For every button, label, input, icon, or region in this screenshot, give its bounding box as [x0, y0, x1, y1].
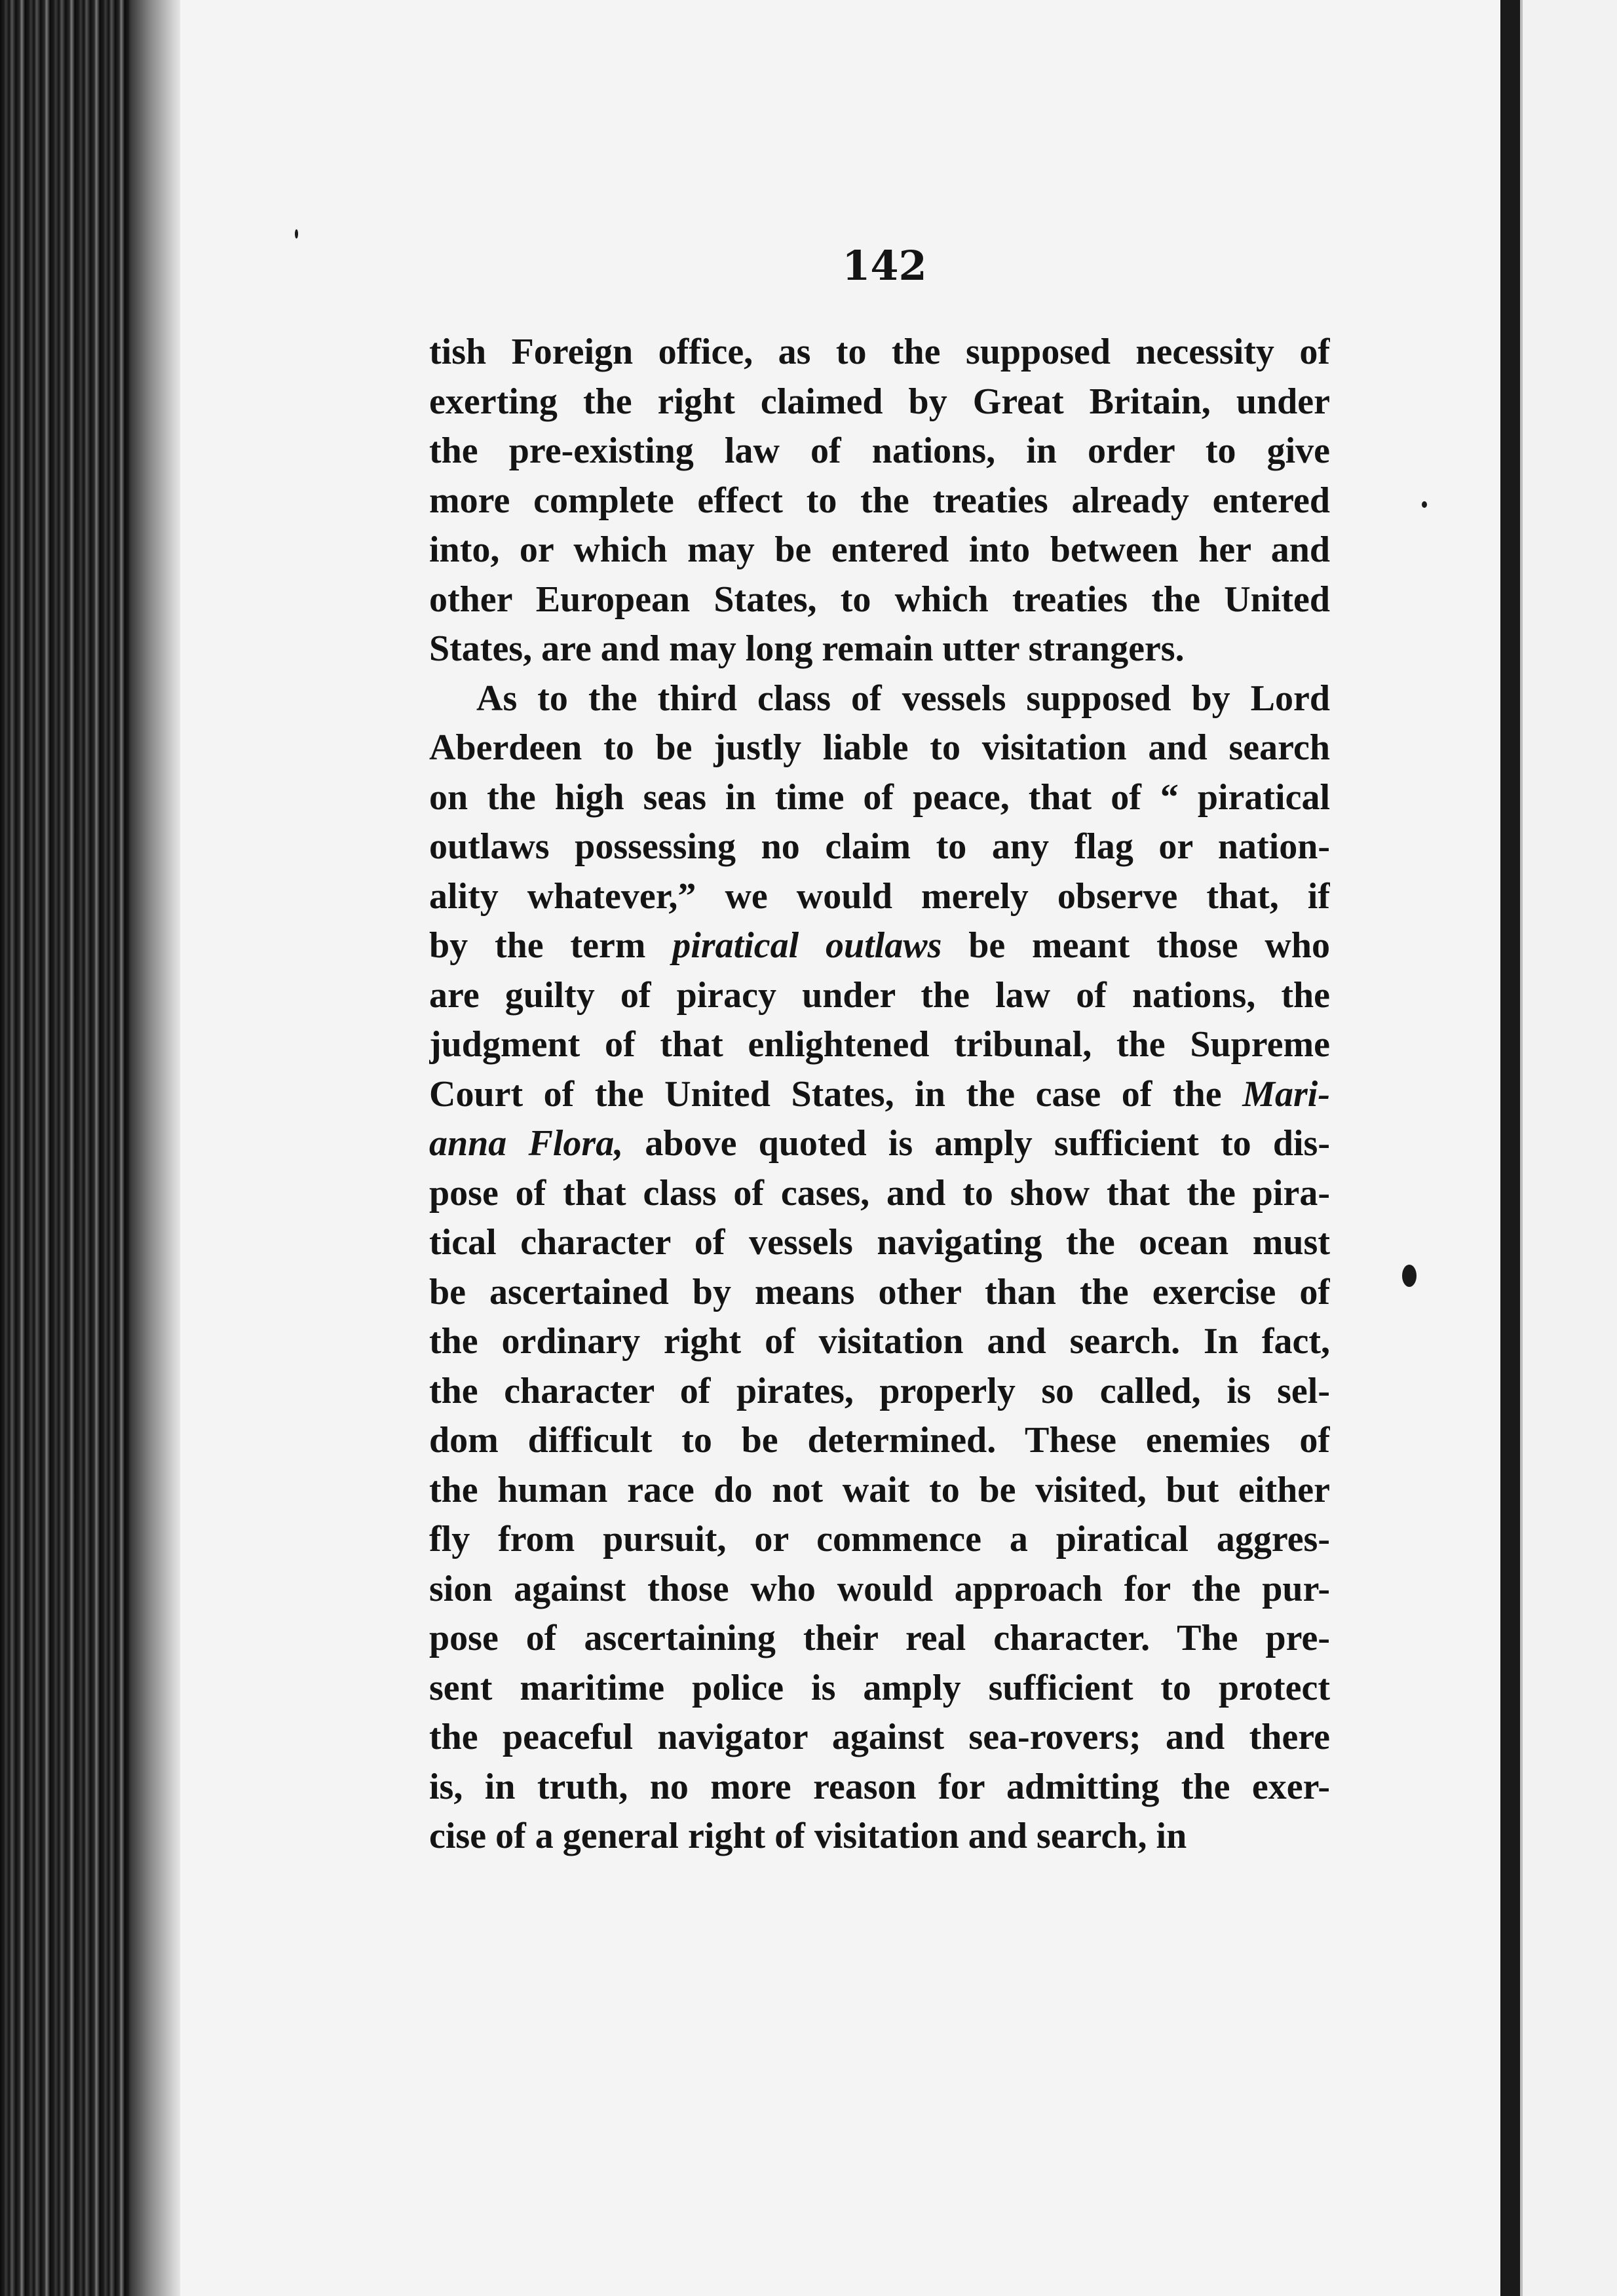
- text-line: the peaceful navigator against sea-rovers; and there: [429, 1717, 1330, 1757]
- text-line: on the high seas in time of peace, that of “ piratical: [429, 776, 1330, 818]
- text-line: sent maritime police is amply sufficient to protect: [429, 1667, 1330, 1708]
- text-line: fly from pursuit, or commence a piratical aggres-: [429, 1519, 1330, 1559]
- text-line: be ascertained by means other than the exercise of: [429, 1271, 1330, 1312]
- text-line: the ordinary right of visitation and search. In fact,: [429, 1321, 1330, 1362]
- text-line: pose of ascertaining their real character. The pre-: [429, 1618, 1330, 1658]
- text-line: the pre-existing law of nations, in order to give: [429, 430, 1330, 471]
- text-line: judgment of that enlightened tribunal, the Supreme: [429, 1024, 1330, 1065]
- text-line: by the term piratical outlaws be meant those who: [429, 925, 1330, 966]
- text-line: tish Foreign office, as to the supposed necessity of: [429, 332, 1330, 372]
- text-line: is, in truth, no more reason for admitting the exer-: [429, 1766, 1330, 1807]
- text-line: anna Flora, above quoted is amply sufficient to dis-: [429, 1123, 1330, 1164]
- facing-page: [1520, 0, 1617, 2296]
- text-line: exerting the right claimed by Great Britain, under: [429, 381, 1330, 422]
- text-line: Aberdeen to be justly liable to visitation and search: [429, 727, 1330, 768]
- page-gutter-shadow: [131, 0, 180, 2296]
- text-line: ality whatever,” we would merely observe that, if: [429, 875, 1330, 917]
- page-number: 142: [842, 242, 927, 290]
- text-line: Court of the United States, in the case of the Mari-: [429, 1073, 1330, 1115]
- text-line: outlaws possessing no claim to any flag or nation-: [429, 826, 1330, 867]
- text-line: dom difficult to be determined. These enemies of: [429, 1420, 1330, 1461]
- speck-mark: [295, 229, 298, 239]
- text-line: the human race do not wait to be visited, but either: [429, 1469, 1330, 1510]
- speck-mark: [1422, 501, 1427, 508]
- text-line: more complete effect to the treaties already entered: [429, 480, 1330, 521]
- page-edge-shadow: [1500, 0, 1520, 2296]
- speck-mark: [1402, 1265, 1417, 1287]
- text-line: cise of a general right of visitation and search, in: [429, 1816, 1187, 1856]
- body-text: [429, 328, 1330, 1862]
- text-line: States, are and may long remain utter strangers.: [429, 628, 1185, 669]
- facing-page-edge: [1520, 0, 1523, 2296]
- text-line: the character of pirates, properly so called, is sel-: [429, 1370, 1330, 1411]
- text-line: other European States, to which treaties the United: [429, 579, 1330, 620]
- text-line: into, or which may be entered into between her and: [429, 529, 1330, 570]
- text-line: pose of that class of cases, and to show that the pira-: [429, 1172, 1330, 1214]
- text-line: sion against those who would approach for the pur-: [429, 1568, 1330, 1609]
- text-line: As to the third class of vessels supposed by Lord: [476, 678, 1330, 719]
- text-line: tical character of vessels navigating the ocean must: [429, 1222, 1330, 1263]
- text-line: are guilty of piracy under the law of nations, the: [429, 974, 1330, 1016]
